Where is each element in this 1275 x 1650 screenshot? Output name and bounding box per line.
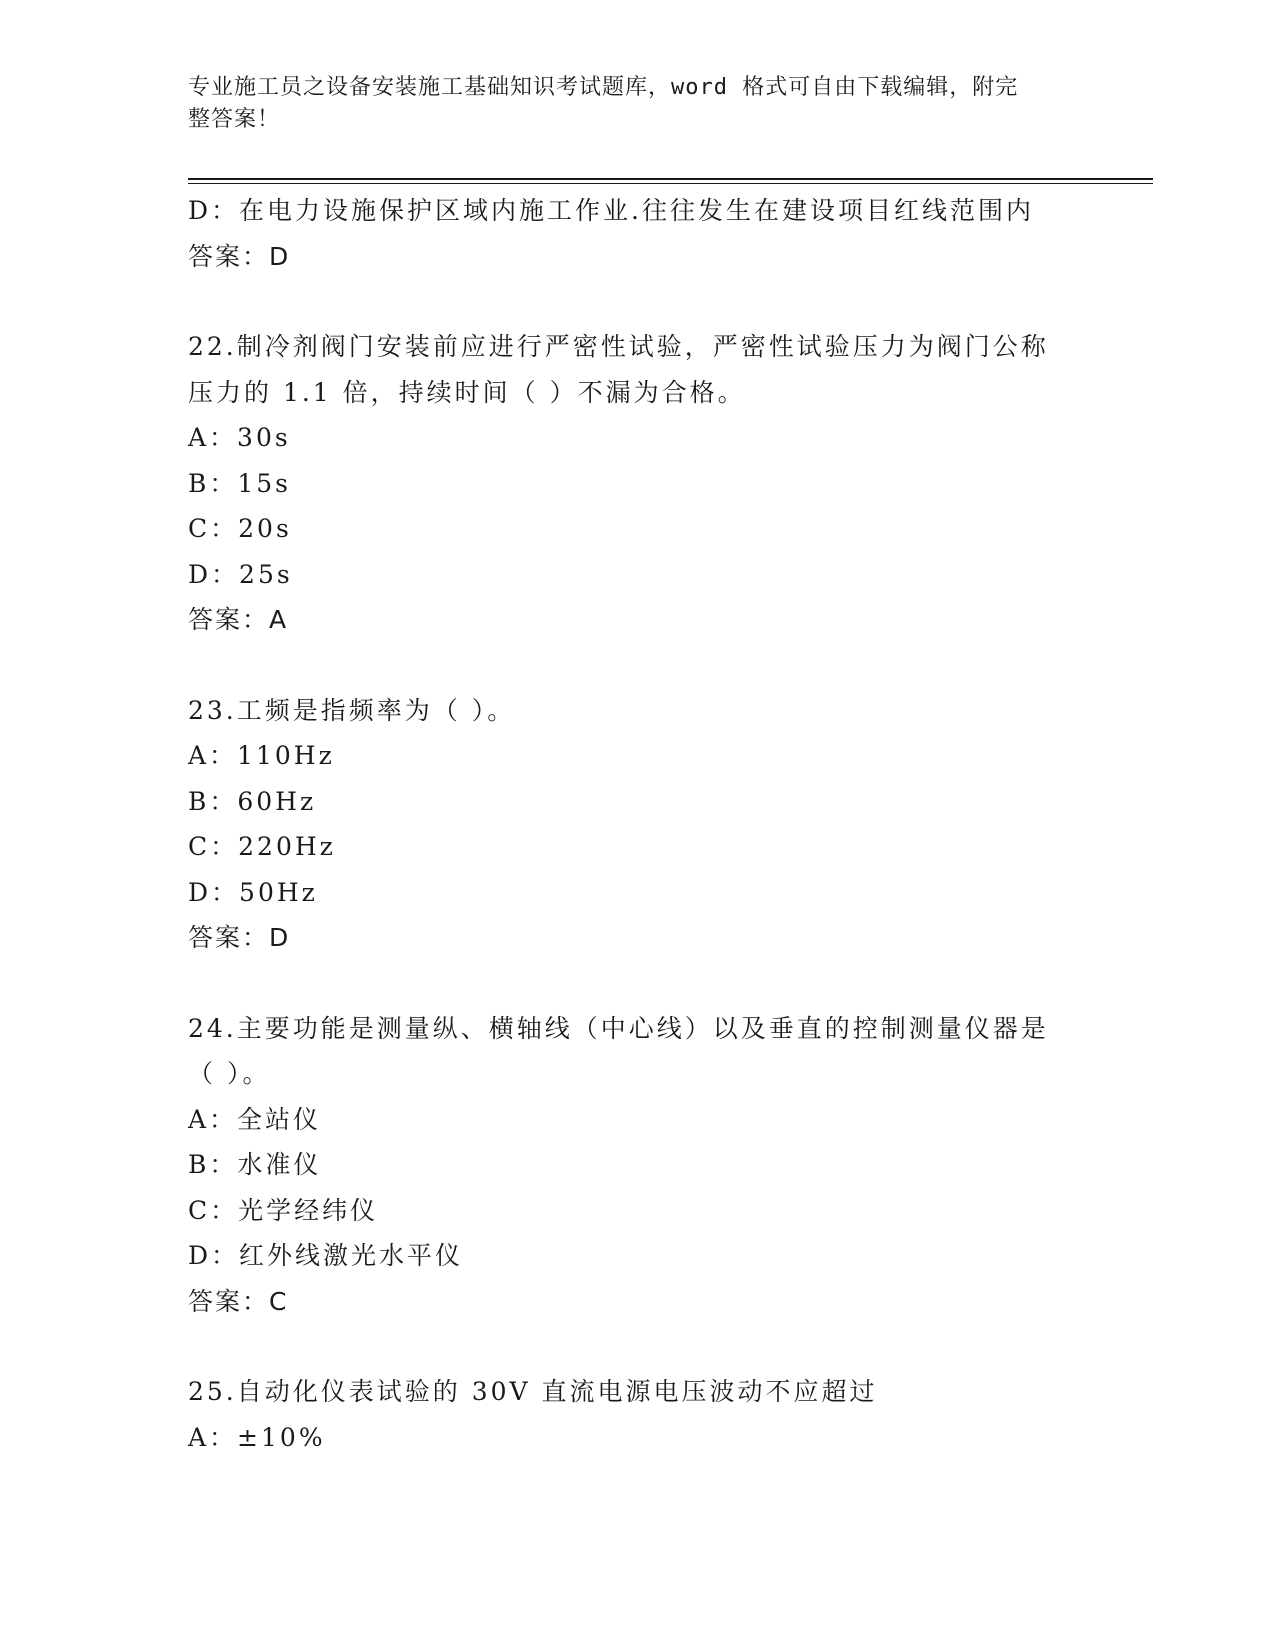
question-stem: 23.工频是指频率为（ ）。 — [188, 695, 516, 725]
option-d: D：在电力设施保护区域内施工作业.往往发生在建设项目红线范围内 — [188, 196, 1034, 225]
question-24 — [188, 1006, 1088, 1325]
option-c: C：220Hz — [188, 832, 336, 861]
question-stem: 22.制冷剂阀门安装前应进行严密性试验，严密性试验压力为阀门公称 — [188, 332, 1049, 361]
option-a: A：全站仪 — [188, 1104, 322, 1134]
option-a: A：±10% — [188, 1422, 326, 1452]
option-d: D：25s — [188, 559, 293, 589]
option-d: D：50Hz — [188, 877, 318, 907]
header-line-2: 整答案！ — [188, 107, 281, 132]
option-b: B：60Hz — [188, 786, 317, 816]
option-b: B：水准仪 — [188, 1150, 322, 1179]
answer: 答案：D — [188, 923, 291, 952]
option-c: C：光学经纬仪 — [188, 1195, 379, 1225]
option-b: B：15s — [188, 468, 292, 498]
question-stem: 压力的 1.1 倍，持续时间（ ）不漏为合格。 — [188, 377, 746, 407]
option-a: A：110Hz — [188, 741, 335, 770]
question-23 — [188, 688, 1088, 961]
header-divider-thin — [188, 183, 1153, 184]
question-stem: 24.主要功能是测量纵、横轴线（中心线）以及垂直的控制测量仪器是 — [188, 1013, 1049, 1043]
answer: 答案：A — [188, 605, 289, 634]
answer: 答案：D — [188, 241, 291, 271]
document-header — [188, 72, 1068, 136]
header-line-1: 专业施工员之设备安装施工基础知识考试题库，word 格式可自由下载编辑，附完 — [188, 75, 1019, 100]
question-25 — [188, 1369, 1088, 1460]
option-c: C：20s — [188, 514, 292, 543]
answer: 答案：C — [188, 1286, 289, 1316]
question-stem: （ ）。 — [188, 1059, 271, 1088]
question-22 — [188, 324, 1088, 643]
question-stem: 25.自动化仪表试验的 30V 直流电源电压波动不应超过 — [188, 1377, 878, 1406]
question-21-continued — [188, 188, 1088, 279]
question-list — [188, 188, 1088, 1460]
option-d: D：红外线激光水平仪 — [188, 1241, 464, 1270]
header-divider-thick — [188, 178, 1153, 180]
option-a: A：30s — [188, 423, 291, 452]
